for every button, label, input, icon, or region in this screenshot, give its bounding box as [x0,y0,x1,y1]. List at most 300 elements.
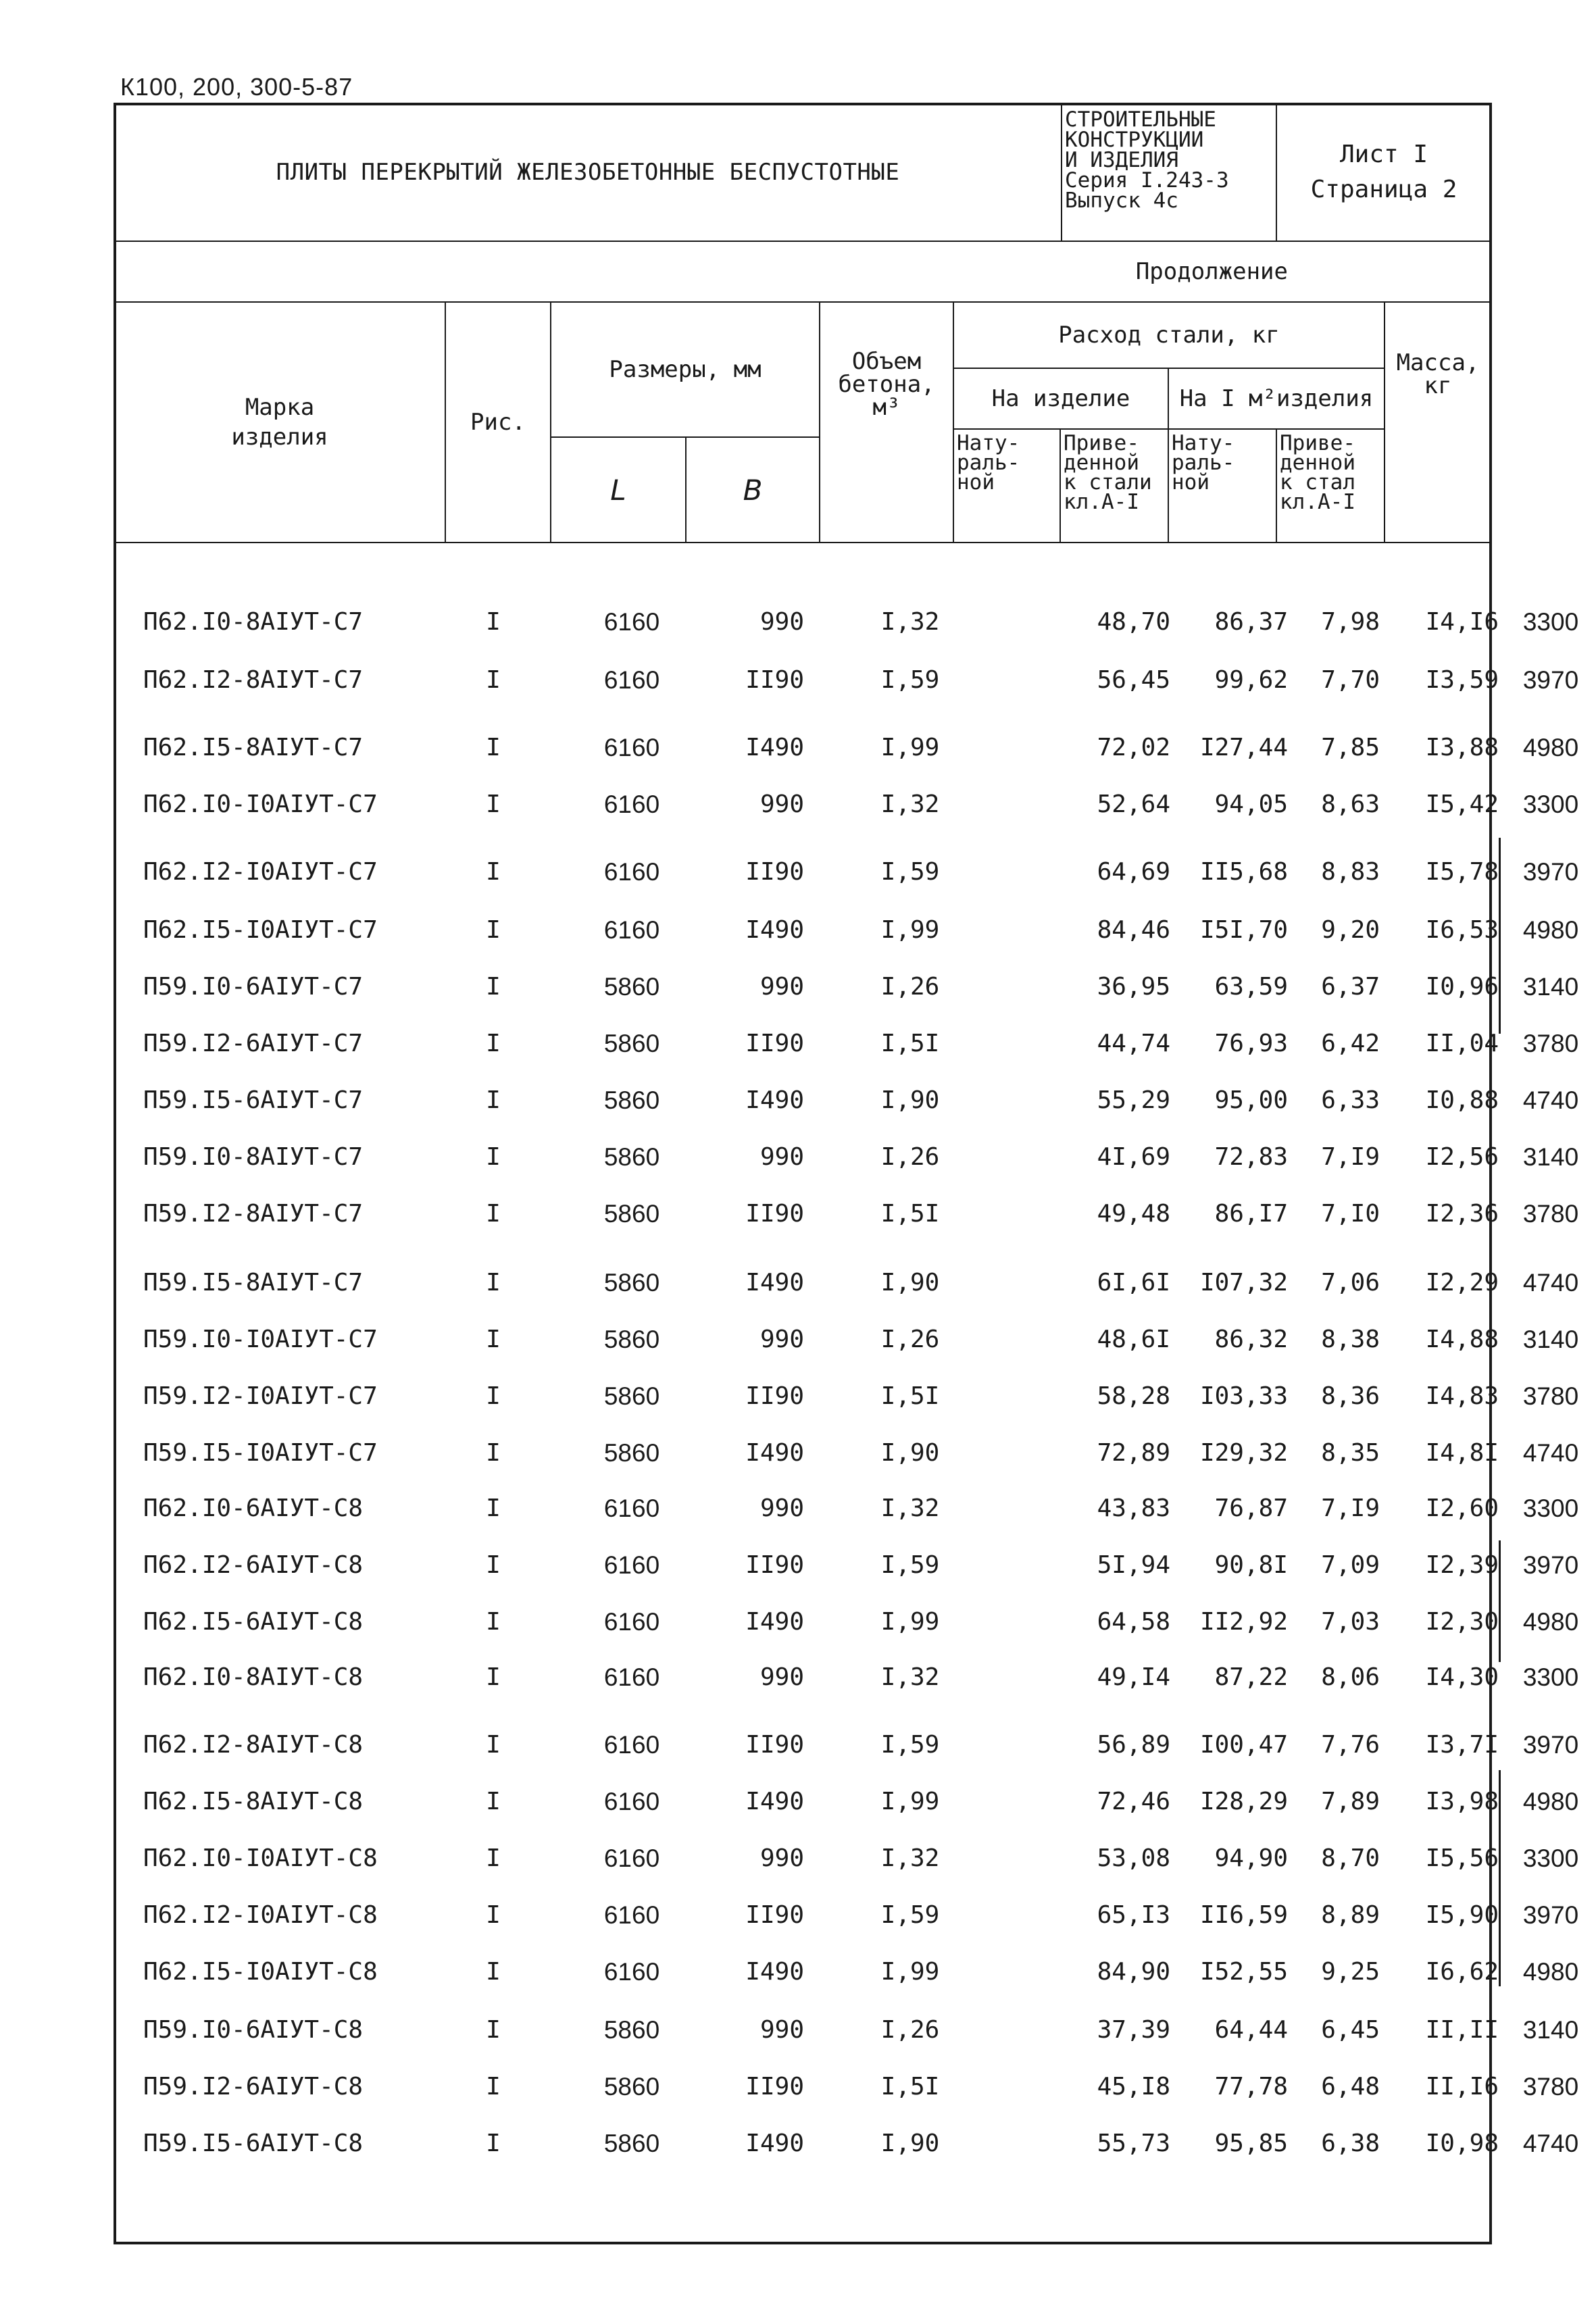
cell-fig: I [486,1326,501,1353]
cell-width: 990 [759,1326,804,1353]
cell-mark: П62.I2-I0АIУТ-С8 [143,1901,378,1929]
cell-length: 6160 [603,916,660,944]
cell-steel-natural-m2: 9,20 [1321,916,1380,944]
cell-mark: П59.I0-6АIУТ-С8 [143,2016,364,2044]
table-row [116,1494,1579,1535]
cell-mass: 3140 [1522,1143,1579,1171]
header-mark-line: изделия [231,424,328,451]
cell-steel-natural: 56,89 [1097,1731,1170,1759]
cell-width: I490 [745,1439,804,1467]
header-natural-m2-line: раль- [1172,451,1235,475]
cell-length: 6160 [603,790,660,818]
cell-steel-reduced-m2: I0,88 [1425,1086,1499,1114]
cell-steel-reduced: 87,22 [1214,1663,1288,1691]
cell-steel-reduced: 86,37 [1214,608,1288,636]
cell-steel-reduced: II5,68 [1199,858,1288,886]
cell-length: 6160 [603,1901,660,1929]
cell-steel-natural: 6I,6I [1097,1269,1170,1297]
cell-steel-reduced-m2: I2,60 [1425,1494,1499,1522]
cell-width: 990 [759,1663,804,1691]
cell-fig: I [486,1382,501,1410]
header-fig-text: Рис. [470,409,526,436]
cell-steel-natural-m2: 6,45 [1321,2016,1380,2044]
cell-steel-reduced: 90,8I [1214,1551,1288,1579]
table-row [116,1551,1579,1592]
cell-steel-natural-m2: 8,36 [1321,1382,1380,1410]
header-reduced-m2-line: денной [1280,451,1355,475]
cell-width: I490 [745,734,804,761]
cell-steel-natural: 58,28 [1097,1382,1170,1410]
cell-width: 990 [759,1494,804,1522]
table-row [116,973,1579,1013]
cell-mass: 4740 [1522,1439,1579,1467]
cell-width: II90 [745,1731,804,1759]
series-line: КОНСТРУКЦИИ [1065,128,1204,152]
cell-steel-natural: 84,46 [1097,916,1170,944]
table-row [116,858,1579,899]
table-row [116,2130,1579,2170]
cell-mass: 3300 [1522,608,1579,636]
table-row [116,790,1579,831]
cell-steel-natural-m2: 7,I0 [1321,1200,1380,1228]
cell-mass: 3300 [1522,790,1579,818]
cell-fig: I [486,608,501,636]
table-row [116,1731,1579,1771]
header-reduced-m2-line: Приве- [1280,431,1355,455]
cell-steel-natural: 45,I8 [1097,2073,1170,2101]
cell-steel-reduced-m2: I4,83 [1425,1382,1499,1410]
cell-volume: I,99 [880,734,940,761]
cell-steel-natural-m2: 7,I9 [1321,1143,1380,1171]
cell-fig: I [486,2073,501,2101]
cell-steel-natural: 72,46 [1097,1788,1170,1815]
table-row [116,1200,1579,1240]
header-steel [953,301,1385,369]
cell-volume: I,26 [880,2016,940,2044]
cell-steel-reduced-m2: I4,88 [1425,1326,1499,1353]
cell-mass: 4740 [1522,2130,1579,2157]
cell-length: 6160 [603,1844,660,1872]
cell-length: 6160 [603,1551,660,1579]
header-mark-line: Марка [245,394,315,421]
header-natural-line: раль- [957,451,1020,475]
cell-mark: П62.I5-I0АIУТ-С8 [143,1958,378,1986]
cell-steel-reduced: I07,32 [1199,1269,1288,1297]
cell-steel-natural: 64,58 [1097,1608,1170,1636]
header-reduced-line: к стали [1064,470,1152,495]
cell-steel-natural: 56,45 [1097,666,1170,694]
cell-steel-reduced: 94,05 [1214,790,1288,818]
cell-length: 6160 [603,608,660,636]
cell-volume: I,5I [880,1200,940,1228]
cell-steel-reduced: I5I,70 [1199,916,1288,944]
cell-steel-reduced: 77,78 [1214,2073,1288,2101]
cell-fig: I [486,858,501,886]
cell-fig: I [486,1551,501,1579]
cell-mark: П62.I0-8АIУТ-С8 [143,1663,364,1691]
cell-steel-natural-m2: 6,33 [1321,1086,1380,1114]
cell-width: I490 [745,916,804,944]
document-title-text: ПЛИТЫ ПЕРЕКРЫТИЙ ЖЕЛЕЗОБЕТОННЫЕ БЕСПУСТОТНЫЕ [276,159,900,186]
header-volume-line: бетона, [838,371,935,398]
series-line: И ИЗДЕЛИЯ [1065,148,1178,172]
cell-volume: I,59 [880,1731,940,1759]
cell-steel-reduced: 94,90 [1214,1844,1288,1872]
cell-steel-natural: 65,I3 [1097,1901,1170,1929]
cell-steel-natural: 55,73 [1097,2130,1170,2157]
cell-steel-reduced: II6,59 [1199,1901,1288,1929]
header-reduced-line: Приве- [1064,431,1139,455]
cell-width: 990 [759,1143,804,1171]
table-row [116,916,1579,957]
header-natural-line: ной [957,470,995,495]
cell-mass: 4980 [1522,1788,1579,1815]
cell-width: 990 [759,608,804,636]
sheet-block [1276,103,1492,242]
series-line: Выпуск 4с [1065,188,1178,213]
cell-steel-reduced-m2: I2,29 [1425,1269,1499,1297]
cell-steel-natural-m2: 6,48 [1321,2073,1380,2101]
cell-fig: I [486,1086,501,1114]
cell-fig: I [486,1663,501,1691]
cell-width: II90 [745,1901,804,1929]
cell-steel-natural: 4I,69 [1097,1143,1170,1171]
cell-mass: 3970 [1522,1901,1579,1929]
cell-steel-reduced-m2: I3,7I [1425,1731,1499,1759]
cell-steel-natural: 37,39 [1097,2016,1170,2044]
cell-steel-reduced-m2: I0,98 [1425,2130,1499,2157]
cell-steel-reduced-m2: I0,96 [1425,973,1499,1001]
cell-mass: 3970 [1522,1551,1579,1579]
header-mass-line: кг [1424,372,1452,399]
cell-steel-natural: 48,70 [1097,608,1170,636]
cell-steel-natural-m2: 8,70 [1321,1844,1380,1872]
cell-width: II90 [745,1030,804,1057]
cell-width: II90 [745,858,804,886]
cell-steel-reduced: 63,59 [1214,973,1288,1001]
cell-volume: I,90 [880,1269,940,1297]
cell-mark: П59.I5-6АIУТ-С8 [143,2130,364,2157]
cell-steel-natural-m2: 8,83 [1321,858,1380,886]
cell-volume: I,99 [880,1958,940,1986]
cell-length: 6160 [603,1788,660,1815]
cell-volume: I,90 [880,1439,940,1467]
cell-steel-reduced-m2: II,04 [1425,1030,1499,1057]
cell-steel-natural-m2: 7,06 [1321,1269,1380,1297]
cell-width: 990 [759,1844,804,1872]
cell-steel-natural: 49,48 [1097,1200,1170,1228]
cell-steel-reduced: 76,93 [1214,1030,1288,1057]
cell-mass: 4740 [1522,1269,1579,1297]
cell-volume: I,59 [880,858,940,886]
cell-steel-natural-m2: 7,76 [1321,1731,1380,1759]
header-reduced-m2-line: кл.А-I [1280,490,1355,514]
cell-steel-natural-m2: 6,38 [1321,2130,1380,2157]
cell-steel-natural: 5I,94 [1097,1551,1170,1579]
cell-width: II90 [745,666,804,694]
header-volume-line: м³ [872,394,901,421]
cell-width: I490 [745,1086,804,1114]
cell-steel-reduced-m2: I2,30 [1425,1608,1499,1636]
cell-volume: I,90 [880,2130,940,2157]
header-natural-m2-line: Нату- [1172,431,1235,455]
cell-mark: П62.I2-8АIУТ-С7 [143,666,364,694]
cell-width: I490 [745,2130,804,2157]
cell-volume: I,32 [880,1663,940,1691]
cell-fig: I [486,734,501,761]
cell-width: I490 [745,1788,804,1815]
cell-width: II90 [745,1551,804,1579]
cell-mark: П59.I2-I0АIУТ-С7 [143,1382,378,1410]
cell-steel-natural: 72,02 [1097,734,1170,761]
cell-mark: П62.I0-I0АIУТ-С7 [143,790,378,818]
cell-mass: 4980 [1522,1958,1579,1986]
header-reduced [1059,428,1169,543]
table-row [116,1439,1579,1480]
header-dim-B-text: B [743,473,763,507]
cell-length: 6160 [603,1958,660,1986]
cell-width: II90 [745,1200,804,1228]
cell-length: 6160 [603,666,660,694]
cell-mass: 3780 [1522,1200,1579,1228]
continuation-label [114,241,1492,303]
scan-edge-mark [1499,838,1501,1034]
cell-mark: П62.I5-8АIУТ-С8 [143,1788,364,1815]
table-row [116,2073,1579,2113]
cell-steel-reduced-m2: I6,62 [1425,1958,1499,1986]
header-reduced-m2 [1276,428,1385,543]
cell-steel-natural-m2: 8,89 [1321,1901,1380,1929]
cell-steel-natural-m2: 7,70 [1321,666,1380,694]
cell-volume: I,99 [880,916,940,944]
cell-steel-reduced: I03,33 [1199,1382,1288,1410]
cell-length: 6160 [603,1731,660,1759]
cell-mass: 4980 [1522,916,1579,944]
header-reduced-m2-line: к стал [1280,470,1355,495]
cell-steel-reduced: I00,47 [1199,1731,1288,1759]
cell-mark: П62.I5-I0АIУТ-С7 [143,916,378,944]
cell-mark: П59.I5-8АIУТ-С7 [143,1269,364,1297]
cell-steel-natural-m2: 7,89 [1321,1788,1380,1815]
header-steel-text: Расход стали, кг [1058,322,1280,349]
cell-fig: I [486,1731,501,1759]
cell-steel-reduced: 86,I7 [1214,1200,1288,1228]
cell-mark: П62.I2-6АIУТ-С8 [143,1551,364,1579]
cell-steel-natural-m2: 8,38 [1321,1326,1380,1353]
header-dimensions-text: Размеры, мм [609,356,762,383]
cell-fig: I [486,973,501,1001]
cell-mark: П62.I0-6АIУТ-С8 [143,1494,364,1522]
cell-steel-reduced-m2: I4,30 [1425,1663,1499,1691]
series-line: СТРОИТЕЛЬНЫЕ [1065,107,1216,132]
cell-volume: I,26 [880,1326,940,1353]
cell-fig: I [486,1030,501,1057]
cell-volume: I,32 [880,1494,940,1522]
header-natural-m2-line: ной [1172,470,1210,495]
cell-steel-reduced: 76,87 [1214,1494,1288,1522]
cell-steel-reduced: I27,44 [1199,734,1288,761]
cell-length: 5860 [603,1200,660,1228]
cell-mass: 3970 [1522,666,1579,694]
cell-steel-reduced-m2: I5,90 [1425,1901,1499,1929]
cell-length: 5860 [603,2073,660,2101]
cell-fig: I [486,916,501,944]
header-volume [819,301,954,543]
cell-volume: I,32 [880,1844,940,1872]
cell-fig: I [486,1200,501,1228]
scan-edge-mark [1499,1770,1501,1986]
cell-mass: 3780 [1522,1030,1579,1057]
cell-mark: П62.I5-6АIУТ-С8 [143,1608,364,1636]
cell-mark: П59.I0-I0АIУТ-С7 [143,1326,378,1353]
table-row [116,666,1579,707]
document-title [114,103,1062,242]
cell-steel-reduced-m2: I2,36 [1425,1200,1499,1228]
cell-width: 990 [759,2016,804,2044]
header-dim-B [685,436,820,543]
cell-length: 5860 [603,2130,660,2157]
cell-length: 6160 [603,1494,660,1522]
cell-length: 5860 [603,1382,660,1410]
cell-steel-reduced-m2: I3,59 [1425,666,1499,694]
cell-steel-natural-m2: 7,09 [1321,1551,1380,1579]
cell-mass: 3970 [1522,1731,1579,1759]
table-row [116,1030,1579,1070]
cell-steel-reduced-m2: I4,8I [1425,1439,1499,1467]
header-per-m2 [1168,368,1385,430]
cell-volume: I,32 [880,790,940,818]
cell-mass: 3300 [1522,1663,1579,1691]
cell-mark: П59.I0-8АIУТ-С7 [143,1143,364,1171]
cell-volume: I,59 [880,666,940,694]
cell-mark: П62.I0-8АIУТ-С7 [143,608,364,636]
cell-length: 5860 [603,1439,660,1467]
cell-mark: П62.I2-I0АIУТ-С7 [143,858,378,886]
cell-steel-natural: 48,6I [1097,1326,1170,1353]
cell-length: 5860 [603,1143,660,1171]
cell-steel-natural: 53,08 [1097,1844,1170,1872]
series-line: Серия I.243-3 [1065,168,1229,193]
cell-steel-natural-m2: 9,25 [1321,1958,1380,1986]
cell-width: I490 [745,1269,804,1297]
cell-length: 5860 [603,1269,660,1297]
cell-mass: 3300 [1522,1494,1579,1522]
table-row [116,608,1579,649]
page-number: Страница 2 [1310,176,1457,203]
cell-volume: I,5I [880,1382,940,1410]
cell-steel-natural-m2: 6,37 [1321,973,1380,1001]
sheet-number: Лист I [1339,141,1428,168]
cell-steel-natural: 43,83 [1097,1494,1170,1522]
cell-steel-natural-m2: 8,06 [1321,1663,1380,1691]
cell-steel-reduced: I29,32 [1199,1439,1288,1467]
header-mass [1384,301,1492,543]
cell-steel-natural: 64,69 [1097,858,1170,886]
cell-volume: I,59 [880,1901,940,1929]
cell-steel-reduced-m2: I3,98 [1425,1788,1499,1815]
cell-steel-natural: 84,90 [1097,1958,1170,1986]
cell-mass: 4740 [1522,1086,1579,1114]
cell-length: 5860 [603,2016,660,2044]
cell-volume: I,99 [880,1608,940,1636]
header-fig [445,301,551,543]
table-row [116,1143,1579,1184]
cell-mark: П59.I2-8АIУТ-С7 [143,1200,364,1228]
cell-steel-natural-m2: 8,35 [1321,1439,1380,1467]
cell-steel-reduced-m2: I4,I6 [1425,608,1499,636]
cell-width: II90 [745,2073,804,2101]
cell-fig: I [486,1494,501,1522]
cell-fig: I [486,1844,501,1872]
cell-width: 990 [759,973,804,1001]
cell-volume: I,99 [880,1788,940,1815]
cell-mass: 3970 [1522,858,1579,886]
cell-fig: I [486,1608,501,1636]
cell-width: I490 [745,1958,804,1986]
header-per-item-text: На изделие [991,385,1130,412]
header-natural-line: Нату- [957,431,1020,455]
cell-volume: I,32 [880,608,940,636]
header-dim-L-text: L [610,473,626,507]
header-dimensions [550,301,820,438]
cell-mass: 3140 [1522,1326,1579,1353]
table-row [116,2016,1579,2057]
cell-steel-reduced: I28,29 [1199,1788,1288,1815]
header-reduced-line: денной [1064,451,1139,475]
document-code: К100, 200, 300-5-87 [120,73,353,101]
header-per-m2-text: На I м²изделия [1179,385,1374,412]
table-row [116,1844,1579,1885]
cell-fig: I [486,1958,501,1986]
cell-steel-reduced-m2: I3,88 [1425,734,1499,761]
cell-volume: I,90 [880,1086,940,1114]
cell-mark: П59.I5-I0АIУТ-С7 [143,1439,378,1467]
cell-length: 5860 [603,1086,660,1114]
cell-steel-reduced-m2: II,II [1425,2016,1499,2044]
cell-fig: I [486,1788,501,1815]
table-row [116,1326,1579,1366]
cell-length: 6160 [603,1608,660,1636]
cell-steel-reduced: 99,62 [1214,666,1288,694]
cell-fig: I [486,1901,501,1929]
cell-width: II90 [745,1382,804,1410]
cell-width: 990 [759,790,804,818]
header-natural [953,428,1061,543]
cell-fig: I [486,790,501,818]
cell-steel-reduced-m2: II,I6 [1425,2073,1499,2101]
table-row [116,1269,1579,1309]
header-natural-m2 [1168,428,1277,543]
header-reduced-line: кл.А-I [1064,490,1139,514]
table-row [116,1901,1579,1942]
table-row [116,1608,1579,1649]
cell-steel-natural-m2: 7,98 [1321,608,1380,636]
cell-steel-natural: 44,74 [1097,1030,1170,1057]
cell-mass: 3300 [1522,1844,1579,1872]
header-dim-L [550,436,687,543]
cell-mark: П59.I5-6АIУТ-С7 [143,1086,364,1114]
cell-steel-reduced-m2: I2,56 [1425,1143,1499,1171]
continuation-text: Продолжение [1135,258,1288,285]
cell-mark: П59.I2-6АIУТ-С7 [143,1030,364,1057]
cell-mass: 4980 [1522,734,1579,761]
cell-mass: 3140 [1522,2016,1579,2044]
cell-mark: П62.I2-8АIУТ-С8 [143,1731,364,1759]
cell-steel-natural: 36,95 [1097,973,1170,1001]
cell-steel-reduced: II2,92 [1199,1608,1288,1636]
table-row [116,1788,1579,1828]
cell-mass: 4980 [1522,1608,1579,1636]
